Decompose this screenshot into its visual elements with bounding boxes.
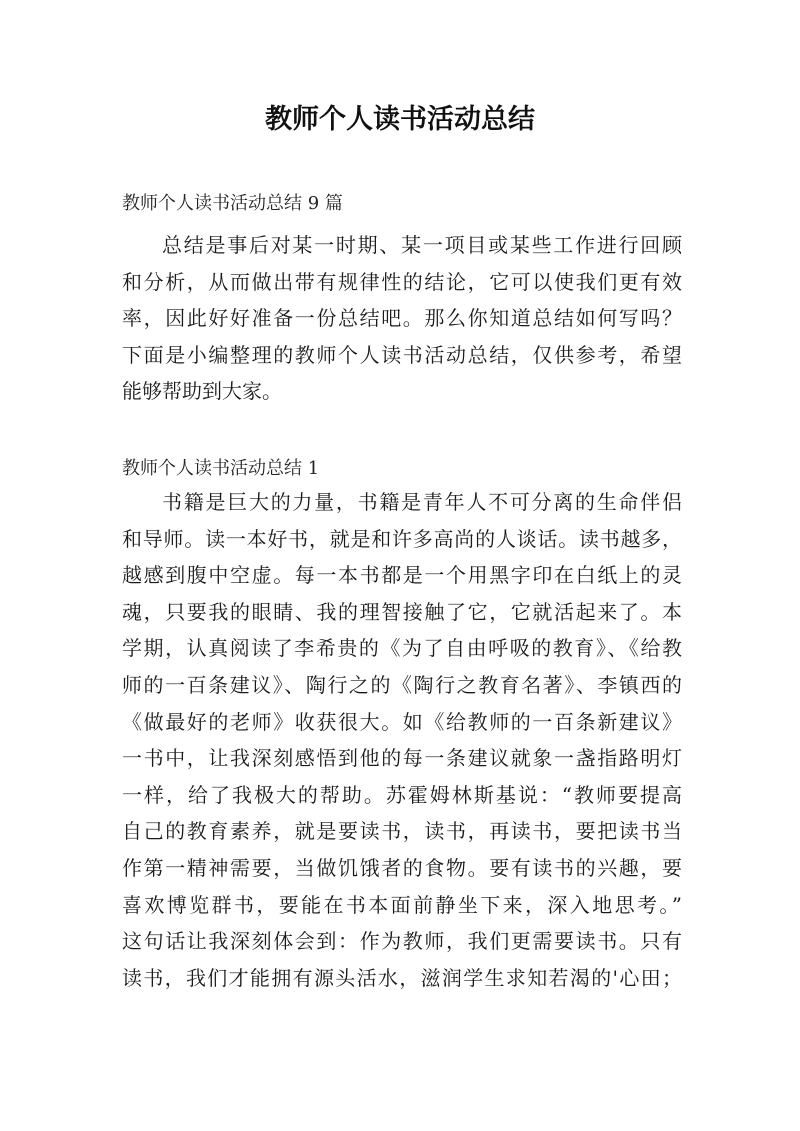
paragraph-line: 越感到腹中空虚。每一本书都是一个用黑字印在白纸上的灵 — [122, 563, 682, 588]
paragraph-line: 作第一精神需要，当做饥饿者的食物。要有读书的兴趣，要 — [122, 855, 682, 880]
paragraph-line: 书籍是巨大的力量，书籍是青年人不可分离的生命伴侣 — [162, 490, 682, 514]
intro-paragraph — [122, 227, 682, 410]
paragraph-line: 读书，我们才能拥有源头活水，滋润学生求知若渴的'心田； — [122, 965, 682, 990]
paragraph-line: 这句话让我深刻体会到：作为教师，我们更需要读书。只有 — [122, 929, 682, 954]
paragraph-line: 《做最好的老师》收获很大。如《给教师的一百条新建议》 — [122, 709, 682, 734]
paragraph-line: 魂，只要我的眼睛、我的理智接触了它，它就活起来了。本 — [122, 599, 682, 624]
paragraph-line: 率，因此好好准备一份总结吧。那么你知道总结如何写吗？ — [122, 306, 682, 331]
paragraph-line: 总结是事后对某一时期、某一项目或某些工作进行回顾 — [162, 233, 682, 257]
document-title: 教师个人读书活动总结 — [265, 104, 535, 135]
paragraph-line: 和导师。读一本好书，就是和许多高尚的人谈话。读书越多， — [122, 526, 682, 551]
paragraph-line: 喜欢博览群书，要能在书本面前静坐下来，深入地思考。” — [122, 892, 682, 917]
paragraph-line: 能够帮助到大家。 — [122, 379, 282, 404]
paragraph-line: 一样，给了我极大的帮助。苏霍姆林斯基说：“教师要提高 — [122, 782, 682, 807]
section1-paragraph — [122, 484, 682, 996]
section1-heading: 教师个人读书活动总结 1 — [122, 458, 320, 479]
paragraph-line: 和分析，从而做出带有规律性的结论，它可以使我们更有效 — [122, 269, 682, 294]
intro-heading: 教师个人读书活动总结 9 篇 — [122, 193, 343, 214]
paragraph-line: 学期，认真阅读了李希贵的《为了自由呼吸的教育》、《给教 — [122, 636, 682, 661]
paragraph-line: 一书中，让我深刻感悟到他的每一条建议就象一盏指路明灯 — [122, 746, 682, 771]
paragraph-line: 下面是小编整理的教师个人读书活动总结，仅供参考，希望 — [122, 342, 682, 367]
paragraph-line: 师的一百条建议》、陶行之的《陶行之教育名著》、李镇西的 — [122, 672, 682, 697]
paragraph-line: 自己的教育素养，就是要读书，读书，再读书，要把读书当 — [122, 819, 682, 844]
